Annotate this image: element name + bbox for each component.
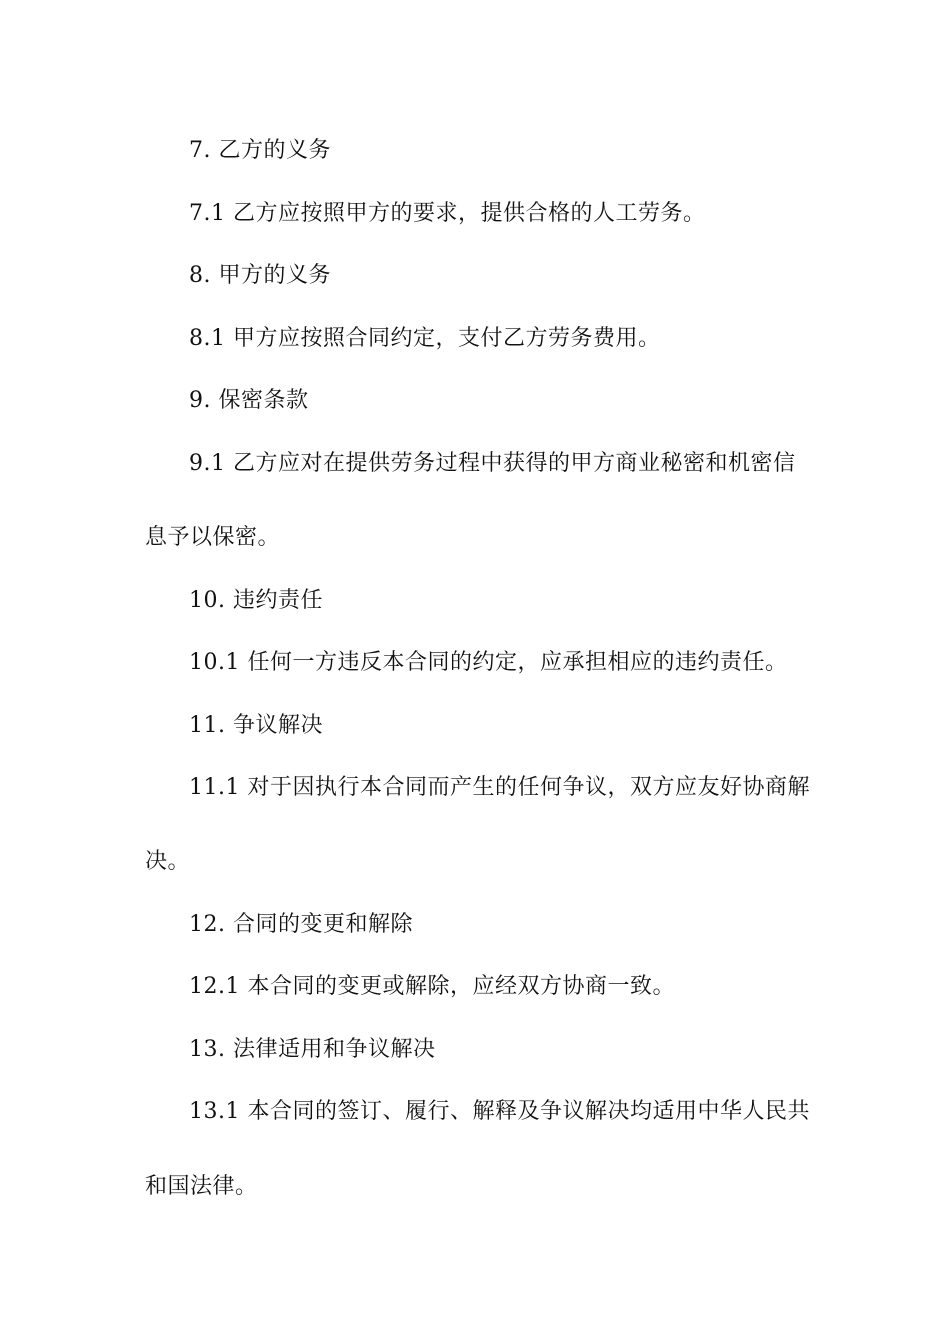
clause-11-1-line-2: 决。 <box>145 849 191 874</box>
clause-13-1-line-1: 13.1 本合同的签订、履行、解释及争议解决均适用中华人民共 <box>189 1099 810 1124</box>
section-heading-12: 12. 合同的变更和解除 <box>189 912 413 937</box>
section-heading-9: 9. 保密条款 <box>189 388 309 413</box>
clause-13-1-line-2: 和国法律。 <box>145 1174 258 1199</box>
section-heading-10: 10. 违约责任 <box>189 588 323 613</box>
section-heading-8: 8. 甲方的义务 <box>189 263 331 288</box>
clause-9-1-line-2: 息予以保密。 <box>145 525 281 550</box>
clause-7-1: 7.1 乙方应按照甲方的要求，提供合格的人工劳务。 <box>189 201 706 226</box>
section-heading-11: 11. 争议解决 <box>189 713 323 738</box>
clause-9-1-line-1: 9.1 乙方应对在提供劳务过程中获得的甲方商业秘密和机密信 <box>189 451 796 476</box>
section-heading-7: 7. 乙方的义务 <box>189 138 331 163</box>
clause-11-1-line-1: 11.1 对于因执行本合同而产生的任何争议，双方应友好协商解 <box>189 775 810 800</box>
section-heading-13: 13. 法律适用和争议解决 <box>189 1037 436 1062</box>
clause-12-1: 12.1 本合同的变更或解除，应经双方协商一致。 <box>189 974 675 999</box>
clause-8-1: 8.1 甲方应按照合同约定，支付乙方劳务费用。 <box>189 326 661 351</box>
clause-10-1: 10.1 任何一方违反本合同的约定，应承担相应的违约责任。 <box>189 650 788 675</box>
